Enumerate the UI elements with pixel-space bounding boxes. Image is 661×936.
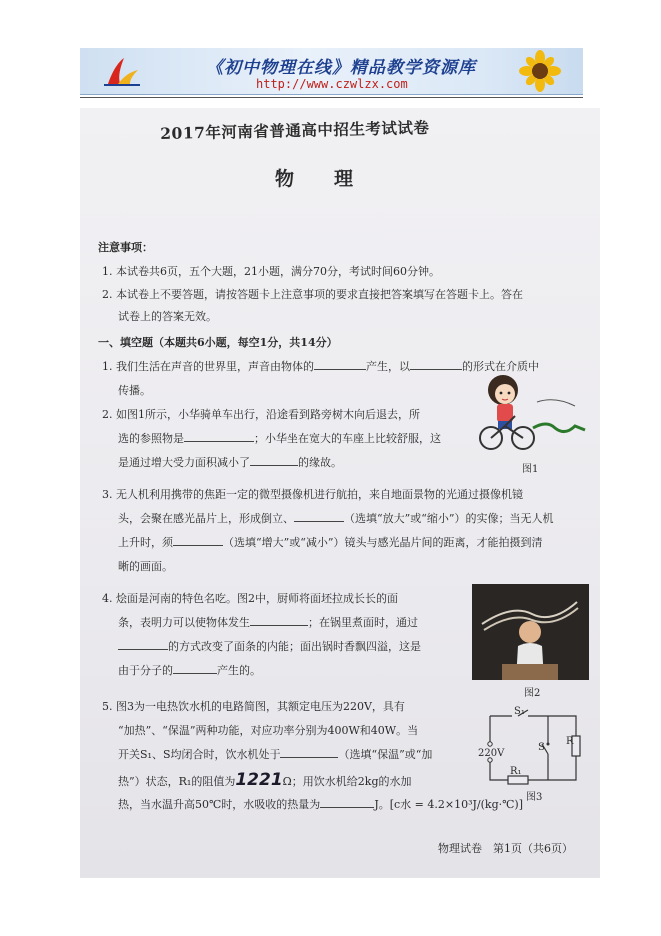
q5-line-4: 热”）状态，R₁的阻值为1221Ω；用饮水机给2kg的水加: [118, 770, 412, 790]
q1-line-2: 传播。: [118, 384, 151, 397]
banner-divider: [80, 97, 583, 98]
figure-2-caption: 图2: [524, 688, 541, 699]
q4-line-1: 4. 烩面是河南的特色名吃。图2中，厨师将面坯拉成长长的面: [102, 592, 398, 605]
q3-line-3: 上升时，须 （选填“增大”或“减小”）镜头与感光晶片间的距离，才能拍摄到清: [118, 536, 543, 549]
figure-1-caption: 图1: [522, 464, 539, 475]
q2-line-1: 2. 如图1所示，小华骑单车出行，沿途看到路旁树木向后退去，所: [102, 408, 420, 421]
handwritten-answer: 1221: [235, 770, 283, 790]
q2-line-3: 是通过增大受力面积减小了 的缘故。: [118, 456, 342, 469]
figure-1-cyclist: [475, 366, 590, 458]
notes-item-1: 1. 本试卷共6页，五个大题，21小题，满分70分，考试时间60分钟。: [102, 265, 440, 278]
exam-subject: 物理: [275, 168, 394, 190]
exam-title: 2017年河南省普通高中招生考试试卷: [160, 117, 430, 143]
q3-line-1: 3. 无人机利用携带的焦距一定的微型摄像机进行航拍，来自地面景物的光通过摄像机镜: [102, 488, 523, 501]
notes-item-3: 试卷上的答案无效。: [118, 310, 217, 323]
q4-line-3: 的方式改变了面条的内能；面出锅时香飘四溢，这是: [118, 638, 421, 654]
site-logo-icon: [102, 54, 142, 88]
q5-line-2: “加热”、“保温”两种功能，对应功率分别为400W和40W。当: [118, 724, 419, 737]
circuit-label-r: R: [566, 736, 574, 747]
q4-line-2: 条，表明力可以使物体发生 ；在锅里煮面时，通过: [118, 616, 418, 629]
exam-paper: [80, 108, 600, 878]
page-footer: 物理试卷 第1页（共6页）: [438, 842, 573, 855]
q5-line-3: 开关S₁、S均闭合时，饮水机处于 （选填“保温”或“加: [118, 748, 433, 761]
q5-line-5: 热，当水温升高50℃时，水吸收的热量为 J。[c水 = 4.2×10³J/(kg·℃)]: [118, 798, 524, 811]
q4-line-4: 由于分子的 产生的。: [118, 664, 261, 677]
notes-heading: 注意事项：: [98, 241, 153, 254]
q3-line-2: 头，会聚在感光晶片上，形成倒立、 （选填“放大”或“缩小”）的实像；当无人机: [118, 512, 554, 525]
circuit-label-s1: S₁: [514, 706, 525, 717]
figure-3-caption: 图3: [526, 792, 543, 803]
sunflower-icon: [511, 50, 569, 92]
q2-line-2: 选的参照物是 ；小华坐在宽大的车座上比较舒服，这: [118, 432, 441, 445]
circuit-label-s: S: [538, 742, 545, 753]
site-banner: [80, 48, 583, 95]
q1-line-1: 1. 我们生活在声音的世界里，声音由物体的 产生，以 的形式在介质中: [102, 360, 539, 373]
q3-line-4: 晰的画面。: [118, 560, 173, 573]
circuit-label-r1: R₁: [510, 766, 522, 777]
q5-line-1: 5. 图3为一电热饮水机的电路简图，其额定电压为220V，具有: [102, 700, 405, 713]
section-heading: 一、填空题（本题共6小题，每空1分，共14分）: [98, 336, 338, 349]
banner-title: 《初中物理在线》精品教学资源库: [206, 58, 476, 78]
banner-url-link[interactable]: http://www.czwlzx.com: [256, 77, 408, 91]
circuit-label-voltage: 220V: [478, 748, 505, 759]
notes-item-2: 2. 本试卷上不要答题，请按答题卡上注意事项的要求直接把答案填写在答题卡上。答在: [102, 288, 523, 301]
figure-2-chef-photo: [472, 584, 589, 680]
